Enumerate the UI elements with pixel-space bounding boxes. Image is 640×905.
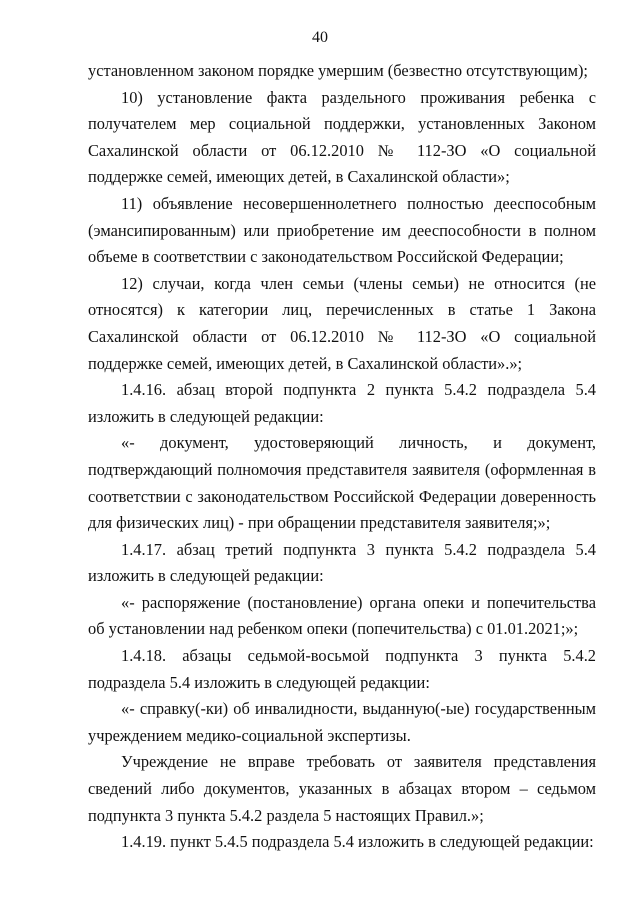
- paragraph-1-4-16: 1.4.16. абзац второй подпункта 2 пункта 5.4.2 подраздела 5.4 изложить в следующей редакции:: [88, 380, 596, 426]
- paragraph-1-4-19: 1.4.19. пункт 5.4.5 подраздела 5.4 изложить в следующей редакции:: [121, 832, 594, 852]
- paragraph-item-10: 10) установление факта раздельного проживания ребенка с получателем мер социальной поддержки, установленных Законом Сахалинской области от 06.12.2010 № 112-ЗО «О социальной поддержке семей, имеющих детей, в Сахалинской области»;: [88, 87, 596, 187]
- paragraph-1-4-18: 1.4.18. абзацы седьмой-восьмой подпункта 3 пункта 5.4.2 подраздела 5.4 изложить в следующей редакции:: [88, 646, 596, 692]
- paragraph-item-11: 11) объявление несовершеннолетнего полностью дееспособным (эмансипированным) или приобретение им дееспособности в полном объеме в соответствии с законодательством Российской Федерации;: [88, 193, 596, 267]
- paragraph-1-4-16-quote: «- документ, удостоверяющий личность, и документ, подтверждающий полномочия представителя заявителя (оформленная в соответствии с законодательством Российской Федерации доверенность для физических лиц) - при обращении представителя заявителя;»;: [88, 433, 596, 533]
- paragraph-continuation: установленном законом порядке умершим (безвестно отсутствующим);: [88, 61, 588, 80]
- paragraph-1-4-17-quote: «- распоряжение (постановление) органа опеки и попечительства об установлении над ребенком опеки (попечительства) с 01.01.2021;»;: [88, 592, 596, 639]
- paragraph-1-4-17: 1.4.17. абзац третий подпункта 3 пункта 5.4.2 подраздела 5.4 изложить в следующей редакции:: [88, 539, 596, 586]
- paragraph-item-12: 12) случаи, когда член семьи (члены семьи) не относится (не относятся) к категории лиц, перечисленных в статье 1 Закона Сахалинской области от 06.12.2010 № 112-ЗО «О социальной поддержке семей, имеющих детей, в Сахалинской области».»;: [88, 273, 596, 373]
- page-number: 40: [312, 29, 328, 46]
- document-body: [88, 58, 596, 856]
- paragraph-institution-restriction: Учреждение не вправе требовать от заявителя представления сведений либо документов, указанных в абзацах втором – седьмом подпункта 3 пункта 5.4.2 раздела 5 настоящих Правил.»;: [88, 752, 596, 825]
- paragraph-1-4-18-quote: «- справку(-ки) об инвалидности, выданную(-ые) государственным учреждением медико-социальной экспертизы.: [88, 699, 596, 745]
